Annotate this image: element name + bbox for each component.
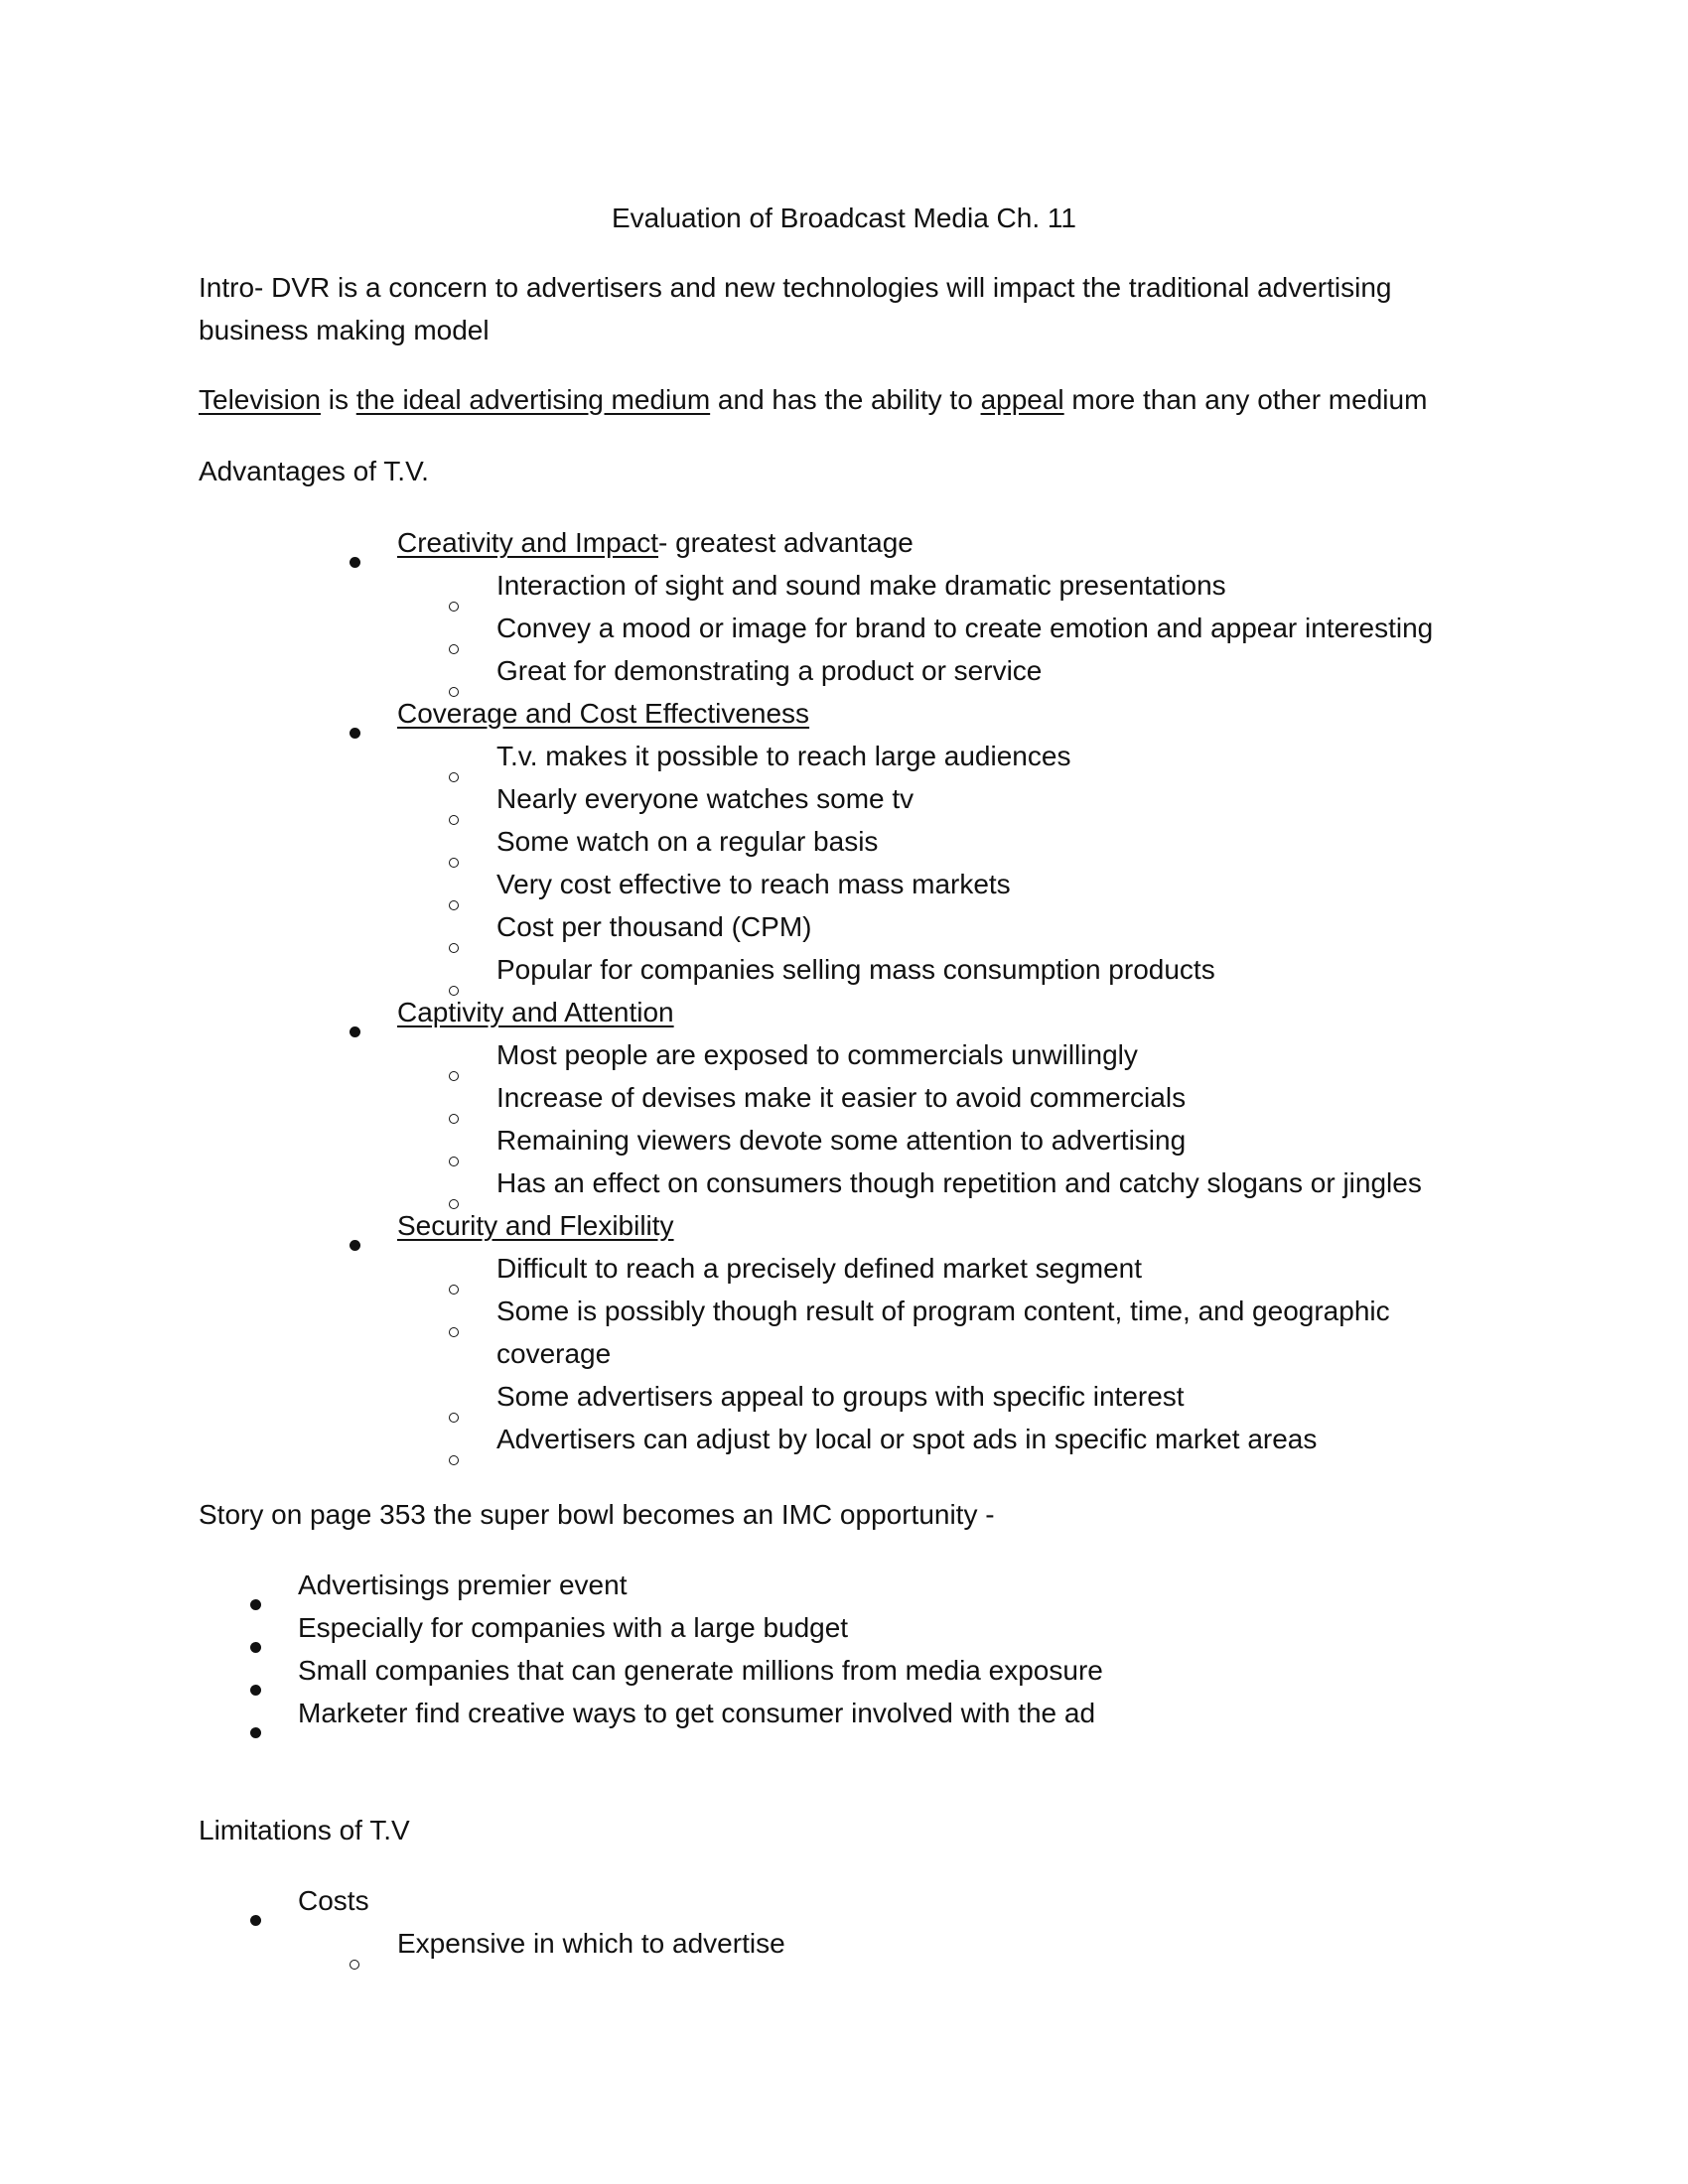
story-item-text: Especially for companies with a large budget xyxy=(298,1612,849,1643)
advantage-subitems xyxy=(397,1247,1491,1460)
story-item-text: Marketer find creative ways to get consumer involved with the ad xyxy=(298,1698,1096,1728)
subitem-text: Cost per thousand (CPM) xyxy=(496,911,812,942)
story-item xyxy=(250,1692,1491,1734)
story-item xyxy=(250,1649,1491,1692)
bullet-circle xyxy=(449,1306,459,1349)
limitation-item xyxy=(250,1879,1491,1965)
advantage-heading: Coverage and Cost Effectiveness xyxy=(397,698,810,729)
tv-statement xyxy=(199,378,1489,421)
subitem xyxy=(350,1076,1491,1119)
advantage-heading: Captivity and Attention xyxy=(397,997,674,1027)
tv-statement-text: is xyxy=(320,384,356,415)
subitem-text: Popular for companies selling mass consumption products xyxy=(496,954,1215,985)
advantage-subitems xyxy=(397,564,1491,692)
subitem-text: Has an effect on consumers though repetition and catchy slogans or jingles xyxy=(496,1167,1422,1198)
advantage-suffix: - greatest advantage xyxy=(658,527,914,558)
subitem xyxy=(250,1922,1491,1965)
subitem-text: Some is possibly though result of program content, time, and geographic coverage xyxy=(496,1296,1390,1369)
limitation-subitems xyxy=(298,1922,1491,1965)
subitem xyxy=(350,649,1491,692)
story-heading: Story on page 353 the super bowl becomes an IMC opportunity - xyxy=(199,1499,995,1530)
subitem xyxy=(350,1375,1491,1418)
bullet-disc xyxy=(250,1707,261,1750)
subitem xyxy=(350,863,1491,905)
subitem xyxy=(350,948,1491,991)
limitations-list xyxy=(250,1879,1491,1965)
story-item-text: Advertisings premier event xyxy=(298,1570,628,1600)
subitem-text: Increase of devises make it easier to avoid commercials xyxy=(496,1082,1187,1113)
bullet-circle xyxy=(350,1939,359,1981)
advantage-heading: Creativity and Impact xyxy=(397,527,658,558)
limitations-heading: Limitations of T.V xyxy=(199,1815,410,1845)
subitem xyxy=(350,820,1491,863)
subitem-text: Very cost effective to reach mass markets xyxy=(496,869,1011,899)
page-title: Evaluation of Broadcast Media Ch. 11 xyxy=(612,203,1076,233)
subitem-text: T.v. makes it possible to reach large audiences xyxy=(496,741,1071,771)
advantage-item xyxy=(350,991,1491,1204)
advantage-subitems xyxy=(397,1033,1491,1204)
subitem xyxy=(350,735,1491,777)
tv-statement-text: and has the ability to xyxy=(710,384,981,415)
tv-statement-term: appeal xyxy=(980,384,1064,415)
subitem-text: Advertisers can adjust by local or spot ads in specific market areas xyxy=(496,1424,1318,1454)
tv-statement-text: more than any other medium xyxy=(1063,384,1428,415)
advantage-item xyxy=(350,1204,1491,1460)
subitem-text: Great for demonstrating a product or service xyxy=(496,655,1043,686)
subitem-text: Some watch on a regular basis xyxy=(496,826,879,857)
subitem xyxy=(350,1119,1491,1161)
subitem-text: Convey a mood or image for brand to create emotion and appear interesting xyxy=(496,613,1434,643)
advantage-heading: Security and Flexibility xyxy=(397,1210,674,1241)
subitem xyxy=(350,1033,1491,1076)
tv-statement-term: Television xyxy=(199,384,321,415)
subitem xyxy=(350,564,1491,607)
advantages-heading: Advantages of T.V. xyxy=(199,456,429,486)
subitem-text: Expensive in which to advertise xyxy=(397,1928,785,1959)
advantage-item xyxy=(350,521,1491,692)
bullet-circle xyxy=(449,1434,459,1477)
story-item xyxy=(250,1606,1491,1649)
advantage-item xyxy=(350,692,1491,991)
story-item xyxy=(250,1564,1491,1606)
subitem-text: Most people are exposed to commercials unwillingly xyxy=(496,1039,1138,1070)
subitem-text: Difficult to reach a precisely defined market segment xyxy=(496,1253,1143,1284)
subitem-text: Nearly everyone watches some tv xyxy=(496,783,914,814)
advantages-list xyxy=(350,521,1491,1460)
subitem-text: Some advertisers appeal to groups with specific interest xyxy=(496,1381,1185,1412)
tv-statement-term: the ideal advertising medium xyxy=(355,384,711,415)
story-item-text: Small companies that can generate millions from media exposure xyxy=(298,1655,1103,1686)
limitation-heading: Costs xyxy=(298,1885,369,1916)
subitem xyxy=(350,777,1491,820)
subitem-text: Interaction of sight and sound make dramatic presentations xyxy=(496,570,1226,601)
subitem xyxy=(350,1247,1491,1290)
subitem xyxy=(350,607,1491,649)
intro-paragraph: Intro- DVR is a concern to advertisers and new technologies will impact the traditional advertising business making model xyxy=(199,272,1392,345)
subitem xyxy=(350,1161,1491,1204)
subitem-text: Remaining viewers devote some attention to advertising xyxy=(496,1125,1187,1156)
subitem xyxy=(350,905,1491,948)
subitem xyxy=(350,1418,1491,1460)
story-list xyxy=(250,1564,1491,1734)
subitem xyxy=(350,1290,1491,1375)
advantage-subitems xyxy=(397,735,1491,991)
